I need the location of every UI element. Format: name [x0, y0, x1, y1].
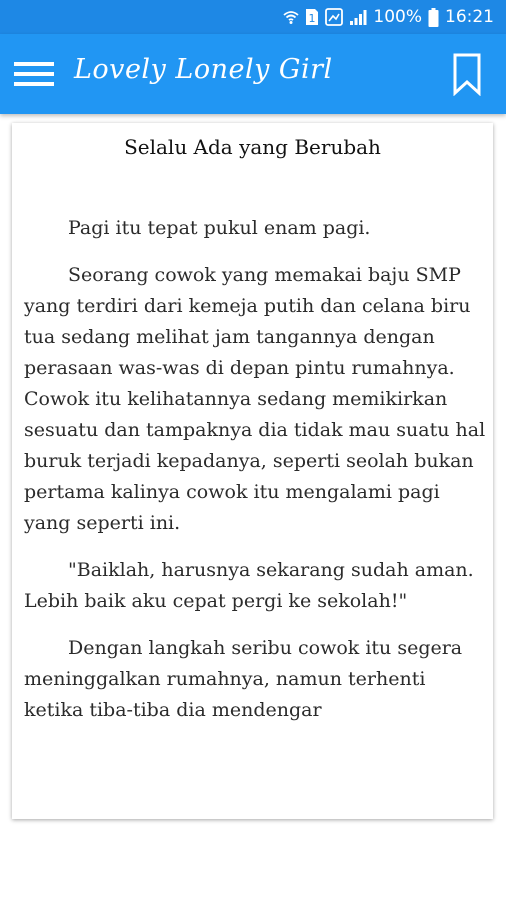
story-paragraph: Pagi itu tepat pukul enam pagi. [68, 217, 371, 239]
story-paragraph: Seorang cowok yang memakai baju SMP yang terdiri dari kemeja putih dan celana biru tua sedang melihat jam tangannya dengan perasaan was-was di depan pintu rumahnya. Cowok itu kelihatannya sedang memikirkan sesuatu dan tampaknya dia tidak mau suatu hal buruk terjadi kepadanya, seperti seolah bukan pertama kalinya cowok itu mengalami pagi yang seperti ini. [24, 264, 486, 534]
story-paragraph: "Baiklah, harusnya sekarang sudah aman. Lebih baik aku cepat pergi ke sekolah!" [24, 559, 474, 612]
story-body[interactable] [24, 213, 486, 742]
battery-icon [428, 8, 439, 27]
screen-icon [325, 8, 343, 26]
sim-icon [305, 8, 319, 26]
hamburger-menu-icon[interactable] [14, 56, 56, 92]
signal-icon [349, 8, 367, 26]
chapter-title: Selalu Ada yang Berubah [124, 135, 381, 159]
wifi-icon [283, 9, 299, 25]
status-icons [283, 0, 494, 34]
battery-percent: 100% [373, 7, 422, 27]
status-bar [0, 0, 506, 34]
app-bar [0, 34, 506, 114]
clock: 16:21 [445, 7, 494, 27]
bookmark-icon[interactable] [452, 52, 482, 96]
app-title: Lovely Lonely Girl [74, 54, 333, 85]
story-paragraph: Dengan langkah seribu cowok itu segera meninggalkan rumahnya, namun terhenti ketika tiba-tiba dia mendengar [24, 637, 463, 721]
svg-text:1: 1 [308, 12, 316, 25]
story-card [12, 123, 493, 819]
